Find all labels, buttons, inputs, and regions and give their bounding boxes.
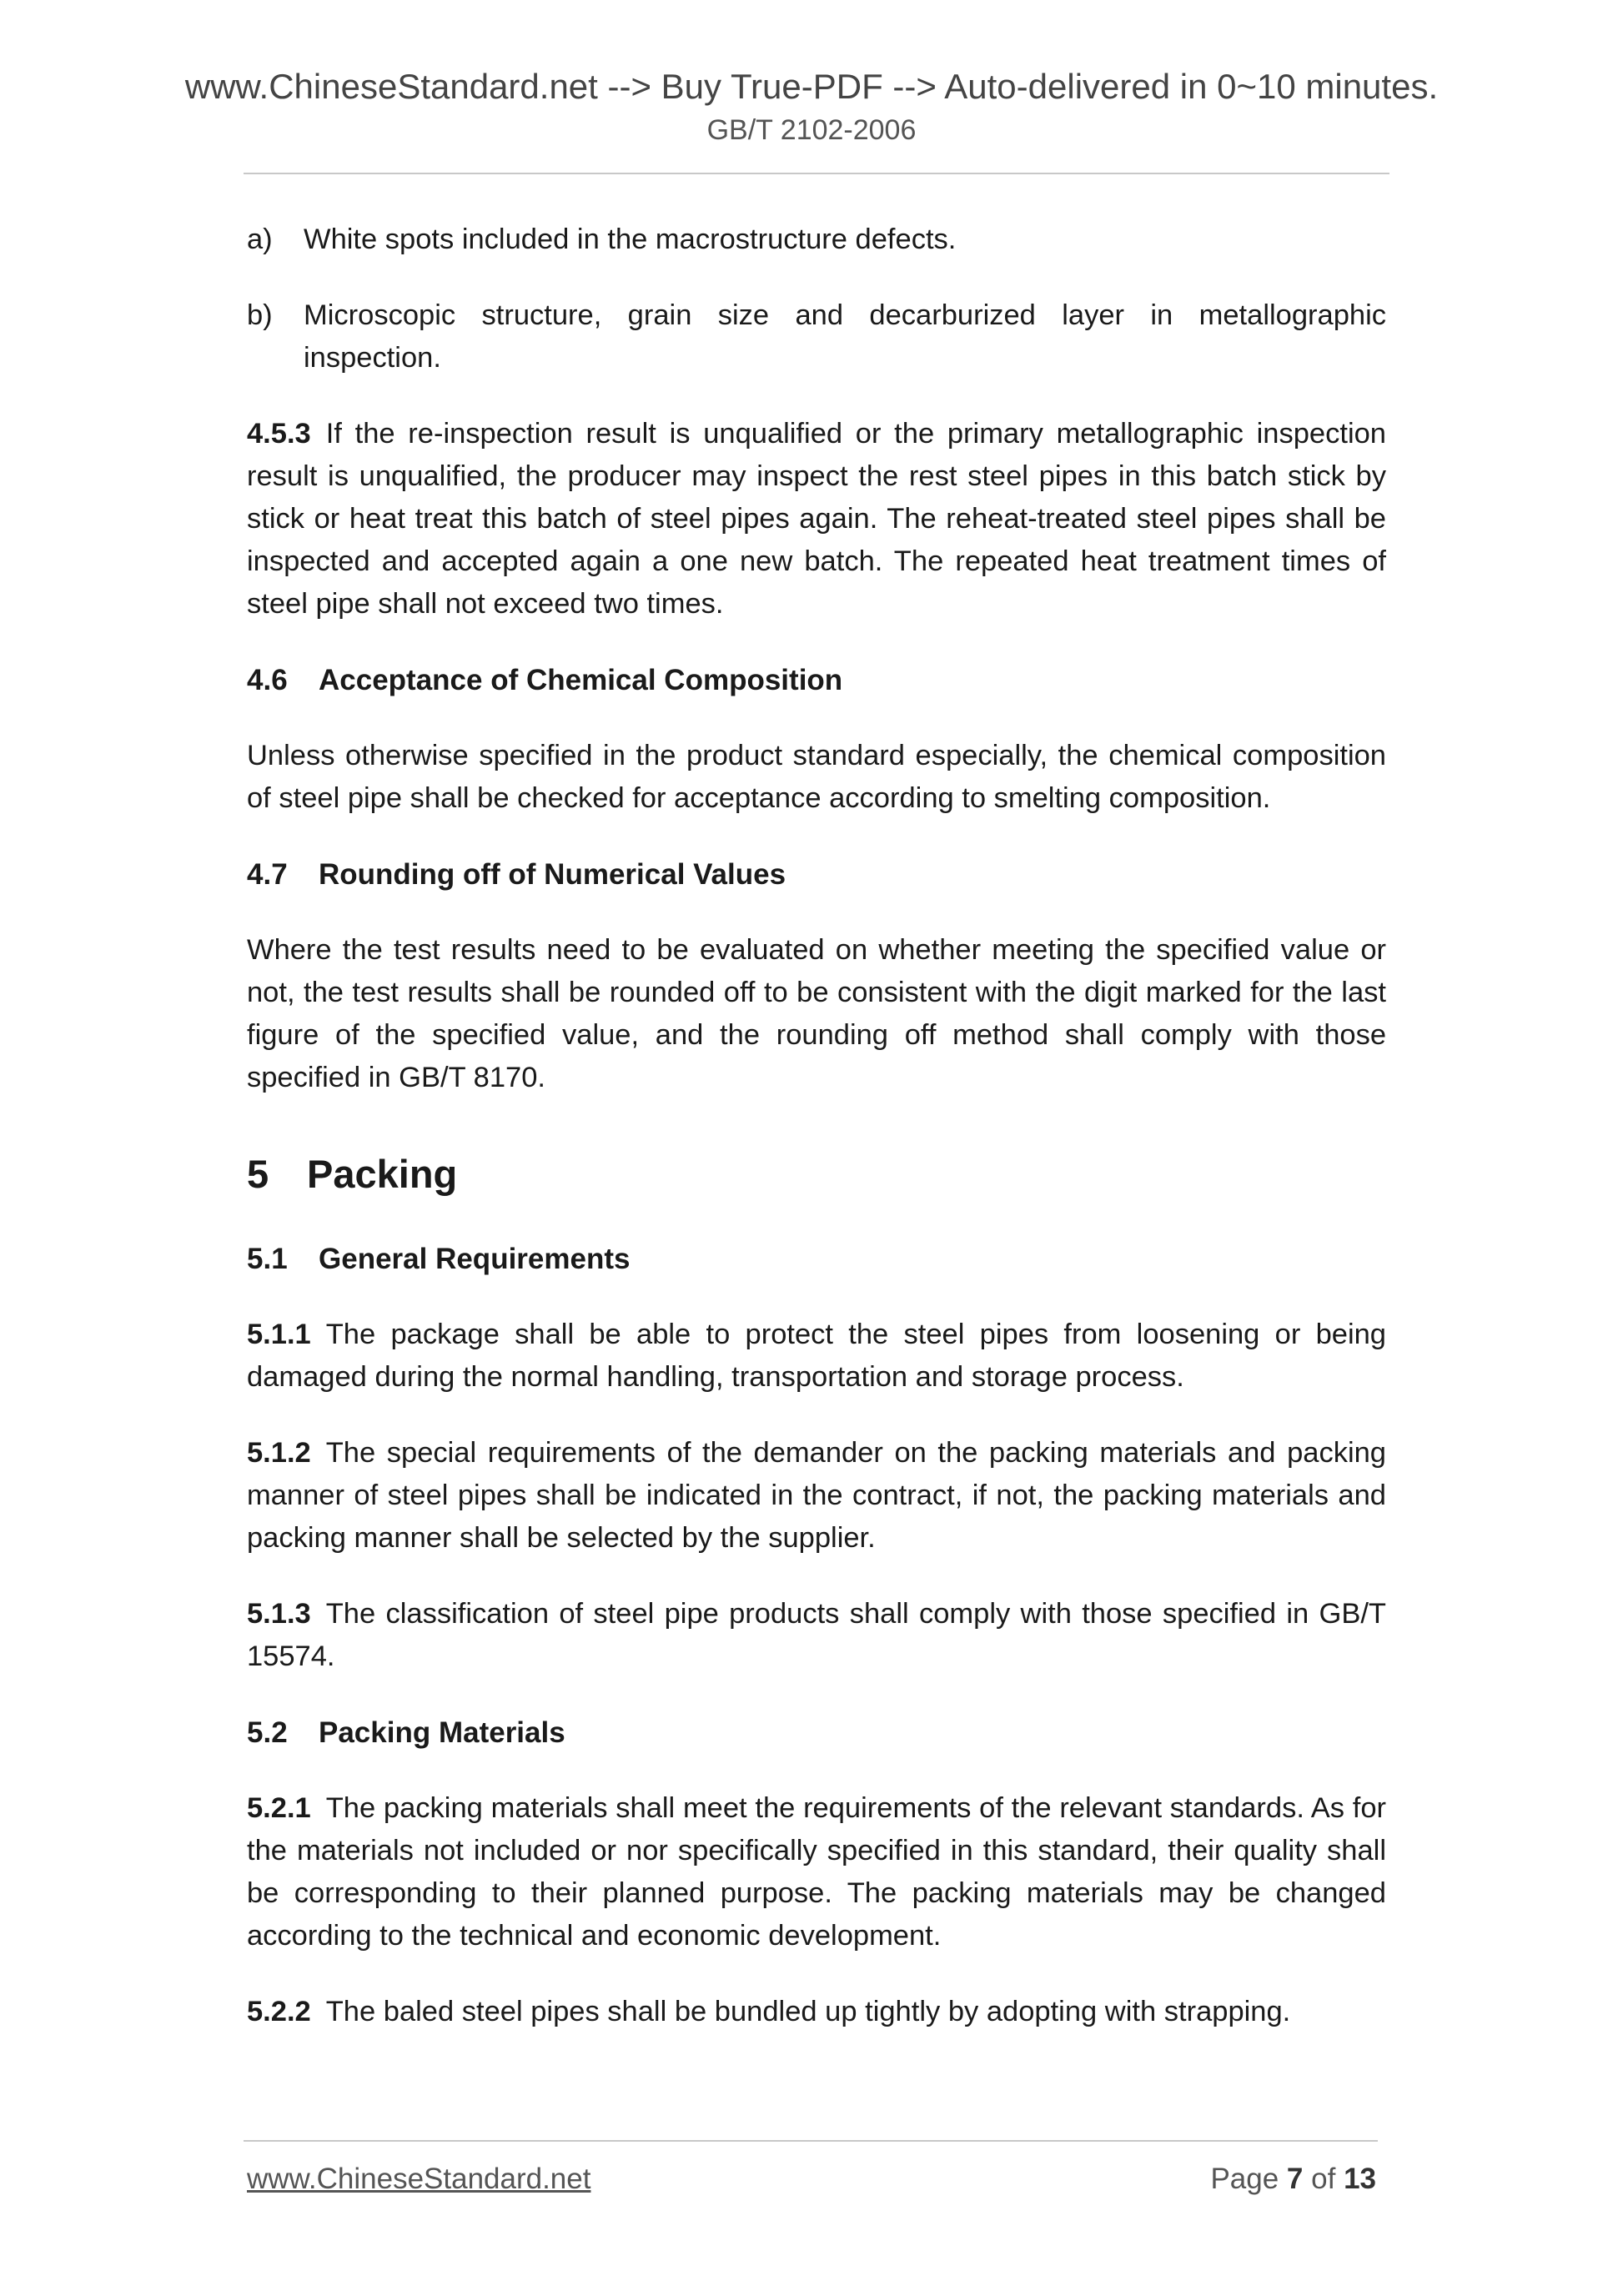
clause-text: The baled steel pipes shall be bundled up tightly by adopting with strapping. (325, 1996, 1291, 2027)
list-item-b (247, 294, 1386, 379)
clause-5-1-1 (247, 1314, 1386, 1399)
clause-5-1-3 (247, 1593, 1386, 1678)
section-heading-5-2 (247, 1711, 1386, 1754)
list-item-a (247, 219, 1386, 261)
chapter-heading-5 (247, 1149, 1386, 1199)
current-page-number: 7 (1286, 2163, 1304, 2195)
section-heading-5-1 (247, 1238, 1386, 1280)
section-number: 4.7 (247, 858, 288, 891)
section-number: 4.6 (247, 664, 288, 696)
page-prefix: Page (1210, 2163, 1279, 2195)
page-footer (247, 2158, 1376, 2200)
clause-5-1-2 (247, 1432, 1386, 1560)
section-heading-4-6 (247, 659, 1386, 701)
list-item-label: a) (247, 224, 273, 255)
clause-4-5-3 (247, 413, 1386, 625)
document-body (247, 219, 1386, 2067)
clause-5-2-1 (247, 1787, 1386, 1957)
clause-number: 4.5.3 (247, 418, 311, 450)
paragraph-4-6: Unless otherwise specified in the product standard especially, the chemical composition of steel pipe shall be checked for acceptance according to smelting composition. (247, 740, 1386, 814)
list-item-label: b) (247, 299, 273, 331)
section-number: 5.2 (247, 1716, 288, 1749)
clause-number: 5.1.2 (247, 1437, 311, 1469)
footer-divider (244, 2140, 1378, 2142)
clause-text: The package shall be able to protect the steel pipes from loosening or being damaged during the normal handling, transportation and storage process. (247, 1319, 1386, 1393)
list-item-text: White spots included in the macrostructure defects. (304, 224, 957, 255)
section-title: Acceptance of Chemical Composition (319, 664, 843, 696)
clause-number: 5.1.1 (247, 1319, 311, 1350)
section-title: Rounding off of Numerical Values (319, 858, 786, 891)
page-of: of (1311, 2163, 1336, 2195)
clause-text: The classification of steel pipe products shall comply with those specified in GB/T 15574. (247, 1598, 1386, 1672)
total-pages: 13 (1344, 2163, 1376, 2195)
header-divider (244, 173, 1389, 174)
clause-number: 5.2.2 (247, 1996, 311, 2027)
clause-text: The packing materials shall meet the requirements of the relevant standards. As for the materials not included or nor specifically specified in this standard, their quality shall be corresponding to their planned purpose. The packing materials may be changed according to the technical and economic development. (247, 1792, 1386, 1952)
standard-number: GB/T 2102-2006 (706, 114, 917, 146)
section-title: General Requirements (319, 1243, 631, 1275)
chapter-title: Packing (307, 1152, 458, 1196)
page-header (0, 65, 1623, 150)
chapter-number: 5 (247, 1152, 269, 1196)
paragraph-4-7: Where the test results need to be evaluated on whether meeting the specified value or not, the test results shall be rounded off to be consistent with the digit marked for the last figure of the specified value, and the rounding off method shall comply with those specified in GB/T 8170. (247, 934, 1386, 1093)
header-banner: www.ChineseStandard.net --> Buy True-PDF --> Auto-delivered in 0~10 minutes. (184, 67, 1439, 106)
clause-text: The special requirements of the demander on the packing materials and packing manner of steel pipes shall be indicated in the contract, if not, the packing materials and packing manner shall be selected by the supplier. (247, 1437, 1386, 1554)
section-title: Packing Materials (319, 1716, 565, 1749)
footer-website-link[interactable]: www.ChineseStandard.net (247, 2163, 591, 2195)
page-indicator (1210, 2158, 1376, 2200)
clause-number: 5.1.3 (247, 1598, 311, 1630)
section-number: 5.1 (247, 1243, 288, 1275)
list-item-text: Microscopic structure, grain size and decarburized layer in metallographic inspection. (304, 299, 1386, 374)
clause-number: 5.2.1 (247, 1792, 311, 1824)
clause-5-2-2 (247, 1991, 1386, 2033)
section-heading-4-7 (247, 853, 1386, 896)
clause-text: If the re-inspection result is unqualified or the primary metallographic inspection result is unqualified, the producer may inspect the rest steel pipes in this batch stick by stick or heat treat this batch of steel pipes again. The reheat-treated steel pipes shall be inspected and accepted again a one new batch. The repeated heat treatment times of steel pipe shall not exceed two times. (247, 418, 1386, 620)
